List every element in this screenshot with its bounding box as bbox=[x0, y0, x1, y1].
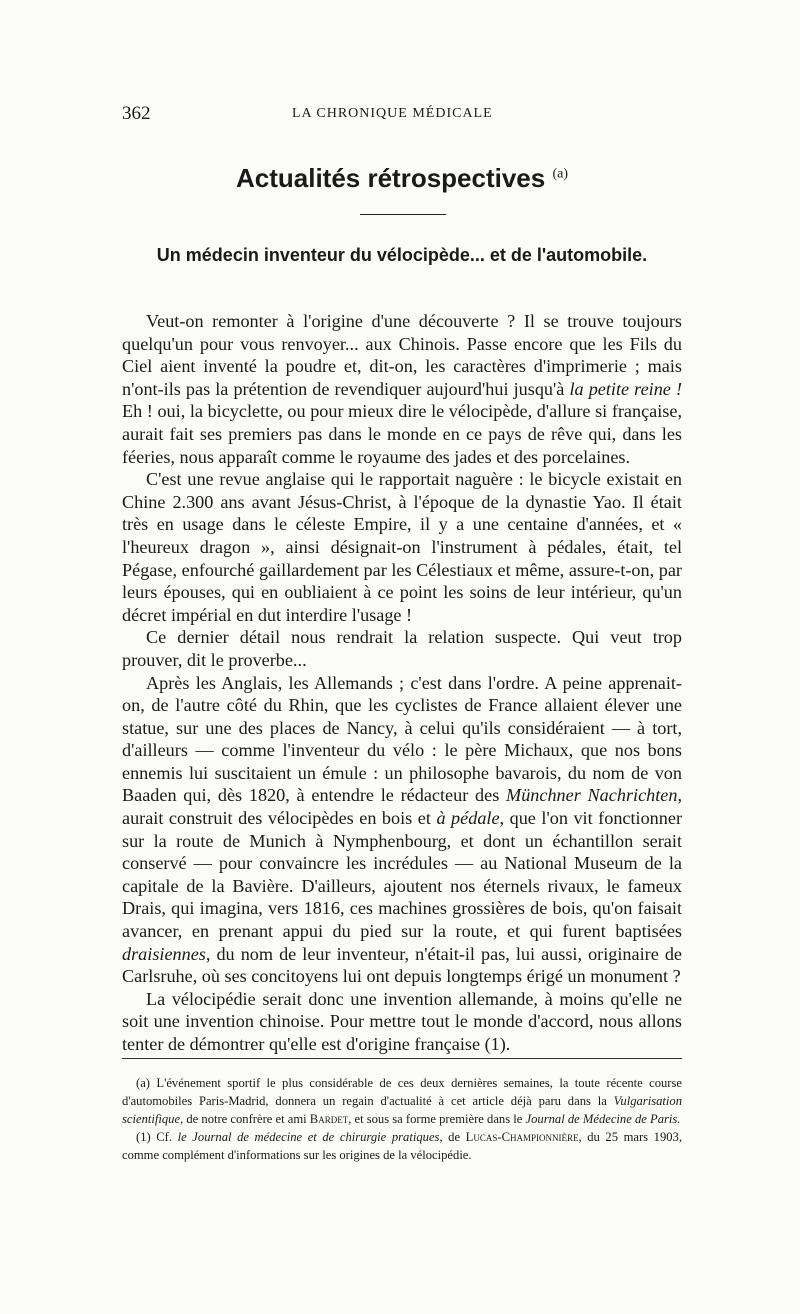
text-run: à pédale bbox=[436, 808, 500, 829]
footnote bbox=[122, 1128, 682, 1164]
title-rule bbox=[360, 214, 446, 215]
footnote bbox=[122, 1074, 682, 1128]
text-run: draisiennes bbox=[122, 943, 206, 964]
text-run: le Journal de médecine et de chirurgie pratiques bbox=[177, 1130, 440, 1144]
article-title bbox=[122, 163, 682, 194]
text-run: , aurait construit des vélocipèdes en bois et bbox=[122, 785, 683, 829]
text-run: , de notre confrère et ami bbox=[180, 1112, 310, 1126]
text-run: Ce dernier détail nous rendrait la relation suspecte. Qui veut trop prouver, dit le proverbe... bbox=[122, 627, 682, 670]
text-run: , de bbox=[439, 1130, 466, 1144]
page-number: 362 bbox=[122, 103, 151, 124]
footnote-rule bbox=[122, 1058, 682, 1059]
text-run: (a) L'événement sportif le plus considérable de ces deux dernières semaines, la toute récente course d'automobiles Paris-Madrid, donnera un regain d'actualité à cet article déjà paru dans la bbox=[122, 1076, 682, 1108]
running-head: LA CHRONIQUE MÉDICALE bbox=[292, 106, 493, 121]
footnotes bbox=[122, 1074, 682, 1164]
text-run: la petite reine ! bbox=[569, 378, 683, 399]
text-run: Vulgarisation scientifique bbox=[122, 1094, 682, 1126]
title-footnote-mark: (a) bbox=[552, 166, 569, 182]
article-body bbox=[122, 310, 682, 1056]
body-paragraph bbox=[122, 468, 682, 626]
text-run: Après les Anglais, les Allemands ; c'est dans l'ordre. A peine apprenait-on, de l'autre côté du Rhin, que les cyclistes de France allaient élever une statue, sur une des places de Nancy, à celui qu'ils considéraient — à tort, d'ailleurs — comme l'inventeur du vélo : le père Michaux, que nos bons ennemis lui suscitaient un émule : un philosophe bavarois, du nom de von Baaden qui, dès 1820, à entendre le rédacteur des bbox=[122, 672, 682, 806]
page-header bbox=[122, 103, 682, 129]
text-run: , du nom de leur inventeur, n'était-il pas, lui aussi, originaire de Carlsruhe, où ses concitoyens lui ont depuis longtemps érigé un monument ? bbox=[122, 943, 682, 987]
text-run: Lucas-Championnière bbox=[465, 1130, 579, 1144]
text-run: C'est une revue anglaise qui le rapportait naguère : le bicycle existait en Chine 2.300 ans avant Jésus-Christ, à l'époque de la dynastie Yao. Il était très en usage dans le céleste Empire, il y a une centaine d'années, et « l'heureux dragon », ainsi désignait-on l'instrument à pédales, était, tel Pégase, enfourché gaillardement par les Célestiaux et même, assure-t-on, par leurs épouses, qui en oubliaient à ce point les soins de leur intérieur, qu'un décret impérial en dut interdire l'usage ! bbox=[122, 469, 682, 625]
text-run: Veut-on remonter à l'origine d'une découverte ? Il se trouve toujours quelqu'un pour vous renvoyer... aux Chinois. Passe encore que les Fils du Ciel aient inventé la poudre et, dit-on, les caractères d'imprimerie ; mais n'ont-ils pas la prétention de revendiquer aujourd'hui jusqu'à bbox=[122, 311, 682, 399]
body-paragraph bbox=[122, 988, 682, 1056]
text-run: Eh ! oui, la bicyclette, ou pour mieux dire le vélocipède, d'allure si française, aurait fait ses premiers pas dans le monde en ce pays de rêve qui, dans les féeries, nous apparaît comme le royaume des jades et des porcelaines. bbox=[122, 401, 682, 467]
body-paragraph bbox=[122, 626, 682, 671]
text-run: Bardet bbox=[309, 1112, 349, 1126]
text-run: , du 25 mars 1903, comme complément d'informations sur les origines de la vélocipédie. bbox=[122, 1130, 682, 1162]
text-run: Münchner Nachrichten bbox=[506, 785, 678, 806]
text-run: Journal de Médecine de Paris. bbox=[525, 1112, 681, 1126]
section-title: Un médecin inventeur du vélocipède... et de l'automobile. bbox=[156, 245, 648, 265]
body-paragraph bbox=[122, 672, 682, 988]
text-run: (1) Cf. bbox=[136, 1130, 178, 1144]
text-run: La vélocipédie serait donc une invention allemande, à moins qu'elle ne soit une invention chinoise. Pour mettre tout le monde d'accord, nous allons tenter de démontrer qu'elle est d'origine française (1). bbox=[122, 988, 682, 1054]
body-paragraph bbox=[122, 310, 682, 468]
text-run: , que l'on vit fonctionner sur la route de Munich à Nymphenbourg, et dont un échantillon serait conservé — pour convaincre les incrédules — au National Museum de la capitale de la Bavière. D'ailleurs, ajoutent nos éternels rivaux, le fameux Drais, qui imagina, vers 1816, ces machines grossières de bois, qu'on faisait avancer, en prenant appui du pied sur la route, et qui furent baptisées bbox=[122, 808, 683, 942]
article-title-text: Actualités rétrospectives bbox=[235, 163, 546, 193]
text-run: , et sous sa forme première dans le bbox=[348, 1112, 526, 1126]
